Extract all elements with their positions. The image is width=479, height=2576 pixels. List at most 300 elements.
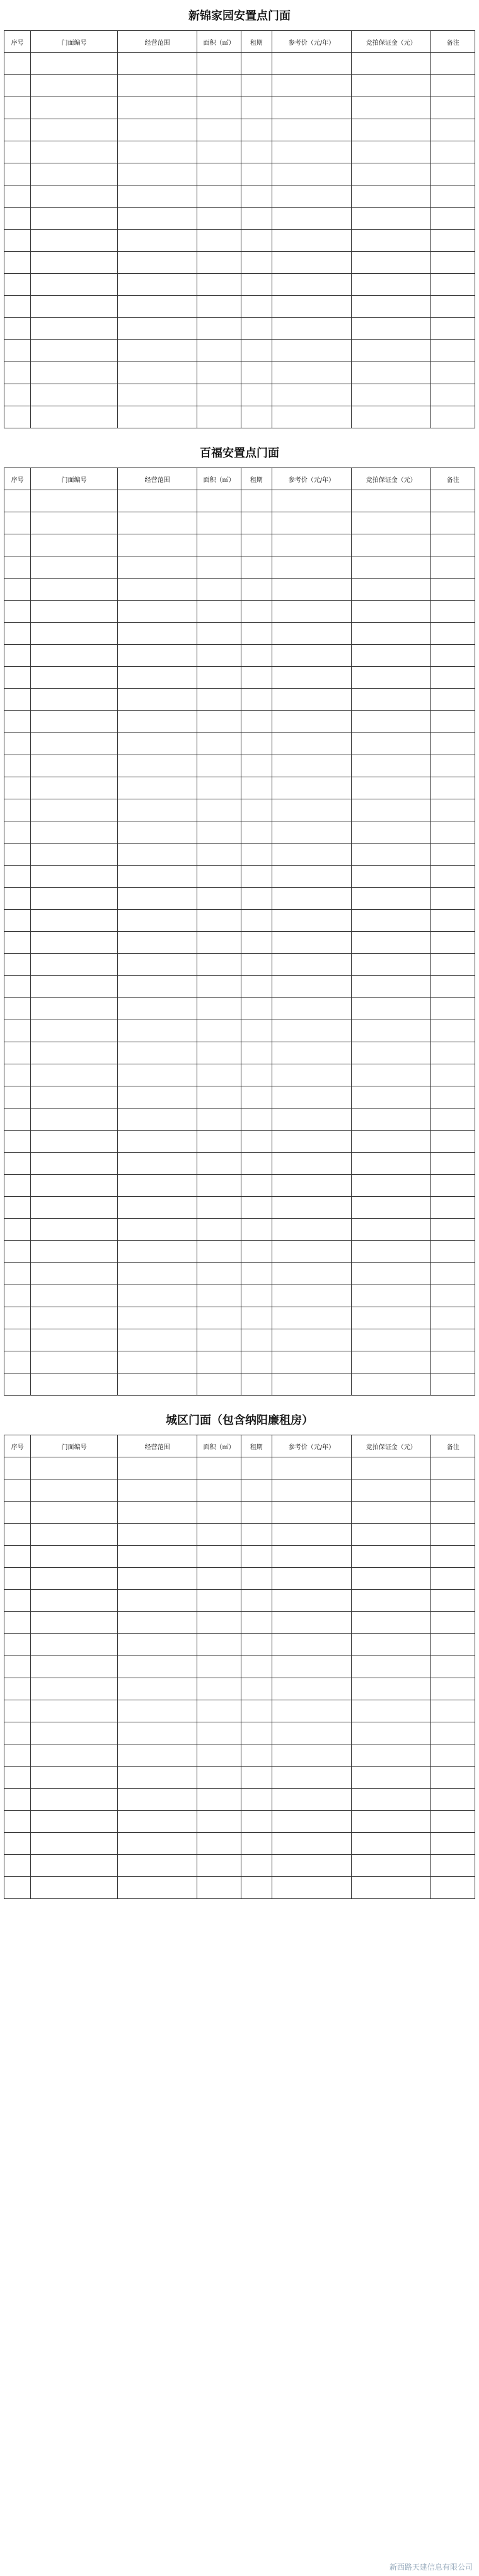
table-cell	[31, 799, 118, 821]
table-cell	[352, 1479, 431, 1502]
table-cell	[117, 75, 197, 97]
table-row	[4, 1767, 475, 1789]
section-table: 序号 门面编号 经营范围 面积（㎡） 租期 参考价（元/年） 竞拍保证金（元） 备注	[4, 30, 475, 428]
table-cell	[117, 1153, 197, 1175]
table-cell	[117, 1678, 197, 1700]
table-cell	[241, 340, 272, 362]
table-cell	[272, 97, 351, 119]
table-cell	[431, 1524, 475, 1546]
table-cell	[4, 1153, 31, 1175]
table-cell	[197, 976, 241, 998]
table-cell	[4, 1744, 31, 1767]
table-cell	[352, 1678, 431, 1700]
table-cell	[4, 1064, 31, 1086]
table-cell	[4, 534, 31, 556]
table-cell	[197, 1263, 241, 1285]
table-cell	[272, 230, 351, 252]
table-cell	[31, 1064, 118, 1086]
table-row	[4, 601, 475, 623]
table-cell	[352, 1502, 431, 1524]
table-cell	[31, 866, 118, 888]
table-cell	[431, 1502, 475, 1524]
table-cell	[272, 53, 351, 75]
table-cell	[197, 1744, 241, 1767]
table-row	[4, 1131, 475, 1153]
table-cell	[241, 667, 272, 689]
table-cell	[272, 601, 351, 623]
table-cell	[117, 1373, 197, 1396]
table-cell	[272, 1153, 351, 1175]
table-cell	[117, 185, 197, 208]
table-row	[4, 340, 475, 362]
table-cell	[117, 1877, 197, 1899]
table-cell	[31, 777, 118, 799]
table-cell	[4, 490, 31, 512]
table-cell	[431, 733, 475, 755]
table-cell	[352, 75, 431, 97]
table-cell	[431, 799, 475, 821]
table-cell	[272, 1722, 351, 1744]
table-cell	[272, 252, 351, 274]
table-cell	[241, 910, 272, 932]
section-title: 百福安置点门面	[200, 447, 279, 460]
table-cell	[431, 1042, 475, 1064]
table-cell	[241, 1656, 272, 1678]
table-cell	[4, 1877, 31, 1899]
table-cell	[272, 1767, 351, 1789]
table-cell	[197, 1219, 241, 1241]
table-cell	[431, 1767, 475, 1789]
table-cell	[241, 1241, 272, 1263]
table-cell	[241, 1590, 272, 1612]
table-row	[4, 1042, 475, 1064]
table-row	[4, 667, 475, 689]
table-cell	[241, 1502, 272, 1524]
table-cell	[272, 777, 351, 799]
table-cell	[4, 75, 31, 97]
table-cell	[431, 1131, 475, 1153]
table-cell	[272, 296, 351, 318]
table-cell	[272, 185, 351, 208]
table-cell	[241, 490, 272, 512]
table-cell	[431, 755, 475, 777]
table-cell	[352, 711, 431, 733]
table-cell	[241, 1855, 272, 1877]
table-cell	[31, 1131, 118, 1153]
table-row	[4, 579, 475, 601]
table-cell	[31, 1811, 118, 1833]
table-cell	[241, 1373, 272, 1396]
table-cell	[117, 252, 197, 274]
table-cell	[431, 645, 475, 667]
table-cell	[31, 821, 118, 844]
table-cell	[197, 274, 241, 296]
table-cell	[272, 866, 351, 888]
table-cell	[431, 1109, 475, 1131]
table-cell	[117, 1219, 197, 1241]
table-cell	[352, 1131, 431, 1153]
table-cell	[272, 384, 351, 406]
table-cell	[431, 75, 475, 97]
table-cell	[431, 208, 475, 230]
table-cell	[352, 1241, 431, 1263]
table-cell	[117, 623, 197, 645]
table-cell	[4, 1546, 31, 1568]
table-cell	[241, 645, 272, 667]
table-cell	[197, 1612, 241, 1634]
table-cell	[431, 976, 475, 998]
table-cell	[197, 1568, 241, 1590]
table-cell	[4, 888, 31, 910]
table-cell	[241, 1700, 272, 1722]
table-row	[4, 1789, 475, 1811]
table-cell	[352, 1590, 431, 1612]
table-row	[4, 208, 475, 230]
table-cell	[272, 733, 351, 755]
table-cell	[4, 976, 31, 998]
table-cell	[117, 208, 197, 230]
table-cell	[352, 119, 431, 141]
table-cell	[4, 340, 31, 362]
table-row	[4, 932, 475, 954]
table-cell	[352, 340, 431, 362]
table-cell	[431, 534, 475, 556]
table-cell	[197, 799, 241, 821]
table-cell	[241, 1175, 272, 1197]
table-cell	[117, 1789, 197, 1811]
table-cell	[31, 579, 118, 601]
table-cell	[117, 1546, 197, 1568]
table-cell	[117, 362, 197, 384]
table-cell	[31, 1042, 118, 1064]
table-cell	[197, 1811, 241, 1833]
table-cell	[272, 755, 351, 777]
table-cell	[117, 1197, 197, 1219]
table-row	[4, 1811, 475, 1833]
table-cell	[272, 75, 351, 97]
table-cell	[241, 1263, 272, 1285]
table-row	[4, 97, 475, 119]
table-cell	[431, 1373, 475, 1396]
table-cell	[4, 954, 31, 976]
table-cell	[31, 1612, 118, 1634]
table-cell	[31, 1175, 118, 1197]
table-cell	[117, 954, 197, 976]
table-row	[4, 1109, 475, 1131]
table-cell	[31, 97, 118, 119]
table-cell	[31, 252, 118, 274]
table-cell	[241, 888, 272, 910]
table-cell	[4, 1131, 31, 1153]
table-cell	[197, 755, 241, 777]
table-cell	[31, 1877, 118, 1899]
table-cell	[241, 534, 272, 556]
table-cell	[431, 1700, 475, 1722]
table-cell	[31, 1568, 118, 1590]
table-cell	[4, 1833, 31, 1855]
table-row	[4, 1351, 475, 1373]
table-cell	[4, 1855, 31, 1877]
table-cell	[431, 888, 475, 910]
table-cell	[197, 490, 241, 512]
table-cell	[241, 932, 272, 954]
table-cell	[431, 1241, 475, 1263]
table-cell	[272, 1789, 351, 1811]
table-cell	[431, 998, 475, 1020]
table-cell	[197, 1457, 241, 1479]
table-cell	[197, 1373, 241, 1396]
table-cell	[352, 1219, 431, 1241]
table-cell	[31, 406, 118, 428]
table-cell	[31, 1767, 118, 1789]
table-cell	[241, 579, 272, 601]
table-row	[4, 1457, 475, 1479]
table-cell	[197, 689, 241, 711]
table-cell	[272, 667, 351, 689]
table-cell	[117, 1568, 197, 1590]
table-cell	[272, 163, 351, 185]
table-cell	[241, 1833, 272, 1855]
table-cell	[272, 1109, 351, 1131]
table-cell	[117, 1612, 197, 1634]
table-cell	[4, 296, 31, 318]
table-cell	[272, 976, 351, 998]
table-row	[4, 976, 475, 998]
table-cell	[31, 1285, 118, 1307]
table-cell	[431, 601, 475, 623]
table-cell	[117, 1042, 197, 1064]
table-cell	[31, 623, 118, 645]
table-cell	[117, 1590, 197, 1612]
table-cell	[4, 512, 31, 534]
table-cell	[241, 512, 272, 534]
table-cell	[197, 1546, 241, 1568]
table-cell	[352, 1722, 431, 1744]
table-cell	[117, 844, 197, 866]
table-cell	[241, 1877, 272, 1899]
table-row	[4, 1678, 475, 1700]
table-cell	[197, 1086, 241, 1109]
table-cell	[241, 185, 272, 208]
table-row	[4, 163, 475, 185]
table-cell	[197, 1767, 241, 1789]
table-cell	[117, 1811, 197, 1833]
table-row	[4, 1722, 475, 1744]
table-cell	[117, 755, 197, 777]
table-cell	[272, 1833, 351, 1855]
table-cell	[352, 1833, 431, 1855]
table-cell	[117, 97, 197, 119]
table-row	[4, 998, 475, 1020]
table-cell	[4, 645, 31, 667]
table-cell	[272, 1877, 351, 1899]
table-cell	[197, 1329, 241, 1351]
table-cell	[31, 667, 118, 689]
table-cell	[31, 645, 118, 667]
table-cell	[4, 601, 31, 623]
table-cell	[431, 1568, 475, 1590]
table-cell	[31, 1373, 118, 1396]
table-cell	[352, 1263, 431, 1285]
table-cell	[272, 954, 351, 976]
table-cell	[352, 821, 431, 844]
table-cell	[431, 1351, 475, 1373]
table-cell	[31, 230, 118, 252]
table-cell	[241, 556, 272, 579]
table-cell	[352, 534, 431, 556]
table-cell	[31, 1109, 118, 1131]
table-row	[4, 1546, 475, 1568]
table-cell	[117, 1020, 197, 1042]
table-cell	[241, 1219, 272, 1241]
table-cell	[272, 512, 351, 534]
table-row	[4, 711, 475, 733]
table-row	[4, 755, 475, 777]
table-cell	[197, 384, 241, 406]
table-cell	[4, 1722, 31, 1744]
table-cell	[4, 1219, 31, 1241]
table-cell	[31, 689, 118, 711]
table-cell	[31, 1263, 118, 1285]
table-cell	[272, 1811, 351, 1833]
table-row	[4, 1086, 475, 1109]
table-cell	[352, 230, 431, 252]
table-cell	[431, 1546, 475, 1568]
table-row	[4, 318, 475, 340]
table-cell	[431, 932, 475, 954]
table-cell	[4, 208, 31, 230]
table-cell	[197, 1020, 241, 1042]
table-row	[4, 1373, 475, 1396]
table-cell	[241, 1329, 272, 1351]
table-row	[4, 1479, 475, 1502]
table-cell	[4, 1175, 31, 1197]
table-cell	[431, 1855, 475, 1877]
table-cell	[352, 1373, 431, 1396]
table-cell	[117, 645, 197, 667]
table-row	[4, 274, 475, 296]
table-cell	[117, 1109, 197, 1131]
table-cell	[4, 406, 31, 428]
table-cell	[431, 1789, 475, 1811]
table-row	[4, 1700, 475, 1722]
table-row	[4, 1241, 475, 1263]
table-cell	[241, 799, 272, 821]
table-cell	[117, 777, 197, 799]
table-cell	[31, 711, 118, 733]
table-cell	[4, 689, 31, 711]
table-cell	[31, 53, 118, 75]
table-cell	[117, 163, 197, 185]
table-cell	[31, 1789, 118, 1811]
table-cell	[4, 777, 31, 799]
table-cell	[431, 1722, 475, 1744]
table-cell	[197, 406, 241, 428]
table-cell	[117, 601, 197, 623]
table-cell	[431, 1175, 475, 1197]
table-row	[4, 1153, 475, 1175]
table-cell	[4, 1457, 31, 1479]
table-cell	[431, 1479, 475, 1502]
table-row	[4, 252, 475, 274]
table-cell	[31, 1457, 118, 1479]
table-row	[4, 1285, 475, 1307]
table-cell	[31, 1479, 118, 1502]
table-cell	[197, 163, 241, 185]
table-cell	[352, 141, 431, 163]
table-cell	[31, 1351, 118, 1373]
table-cell	[4, 1020, 31, 1042]
table-cell	[197, 645, 241, 667]
table-row	[4, 384, 475, 406]
table-row	[4, 1020, 475, 1042]
table-cell	[272, 119, 351, 141]
table-cell	[431, 318, 475, 340]
table-cell	[352, 1767, 431, 1789]
table-cell	[431, 1307, 475, 1329]
table-cell	[352, 932, 431, 954]
table-cell	[197, 844, 241, 866]
table-cell	[197, 252, 241, 274]
table-cell	[197, 1502, 241, 1524]
table-row	[4, 1197, 475, 1219]
table-cell	[31, 119, 118, 141]
table-row	[4, 362, 475, 384]
table-cell	[117, 512, 197, 534]
table-cell	[431, 1086, 475, 1109]
table-cell	[117, 689, 197, 711]
table-cell	[431, 141, 475, 163]
table-cell	[197, 623, 241, 645]
table-cell	[31, 274, 118, 296]
table-cell	[431, 490, 475, 512]
table-cell	[31, 490, 118, 512]
table-cell	[4, 1634, 31, 1656]
table-cell	[241, 119, 272, 141]
table-cell	[272, 1086, 351, 1109]
table-row	[4, 1263, 475, 1285]
table-cell	[31, 1833, 118, 1855]
table-cell	[31, 185, 118, 208]
table-cell	[31, 208, 118, 230]
table-cell	[4, 53, 31, 75]
table-cell	[197, 119, 241, 141]
table-cell	[431, 53, 475, 75]
table-cell	[117, 1524, 197, 1546]
table-cell	[241, 1042, 272, 1064]
table-cell	[4, 844, 31, 866]
table-cell	[197, 1479, 241, 1502]
table-cell	[31, 844, 118, 866]
table-cell	[197, 1197, 241, 1219]
table-cell	[431, 1329, 475, 1351]
table-cell	[31, 1744, 118, 1767]
table-row	[4, 777, 475, 799]
table-cell	[431, 667, 475, 689]
table-cell	[241, 53, 272, 75]
table-cell	[272, 1678, 351, 1700]
table-row	[4, 954, 475, 976]
table-cell	[241, 362, 272, 384]
table-cell	[197, 53, 241, 75]
table-cell	[197, 888, 241, 910]
table-row	[4, 512, 475, 534]
table-cell	[117, 998, 197, 1020]
table-cell	[352, 97, 431, 119]
table-row	[4, 1064, 475, 1086]
table-cell	[241, 821, 272, 844]
table-cell	[31, 888, 118, 910]
